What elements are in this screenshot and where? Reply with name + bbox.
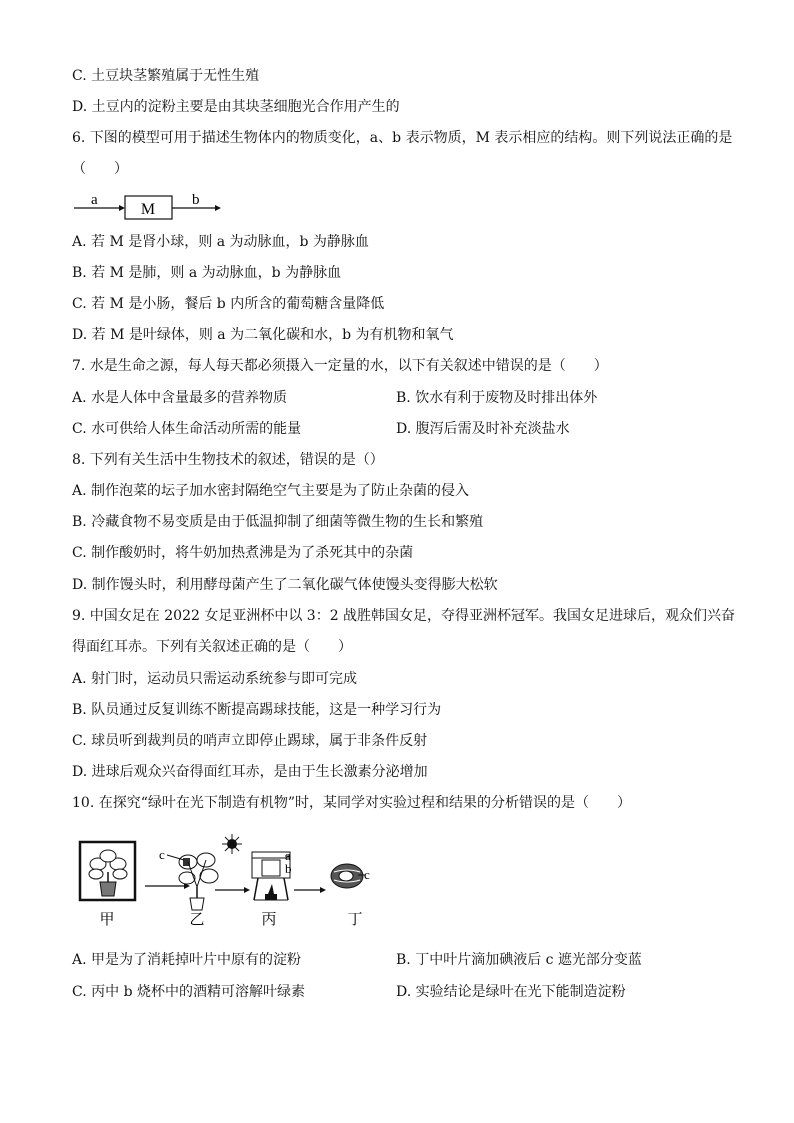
q7-option-c: C. 水可供给人体生命活动所需的能量 [72, 421, 302, 437]
q8-option-d: D. 制作馒头时，利用酵母菌产生了二氧化碳气体使馒头变得膨大松软 [72, 577, 498, 593]
q8-option-a: A. 制作泡菜的坛子加水密封隔绝空气主要是为了防止杂菌的侵入 [72, 483, 470, 499]
ding-leaf [331, 864, 363, 888]
q9-option-d: D. 进球后观众兴奋得面红耳赤，是由于生长激素分泌增加 [72, 764, 428, 780]
q8-stem: 8. 下列有关生活中生物技术的叙述，错误的是（） [72, 452, 384, 468]
q6-arrow-out-head [215, 205, 221, 211]
q6-stem-line2: （ ） [72, 161, 128, 177]
q6-stem-line1: 6. 下图的模型可用于描述生物体内的物质变化，a、b 表示物质，M 表示相应的结构。则下列说法正确的是 [72, 130, 733, 146]
q10-option-b: B. 丁中叶片滴加碘液后 c 遮光部分变蓝 [396, 952, 642, 968]
mark-c-result: c [364, 867, 370, 882]
q10-option-d: D. 实验结论是绿叶在光下能制造淀粉 [396, 984, 626, 1000]
q9-option-c: C. 球员听到裁判员的哨声立即停止踢球，属于非条件反射 [72, 733, 428, 749]
q5-option-c: C. 土豆块茎繁殖属于无性生殖 [72, 68, 260, 84]
q6-option-d: D. 若 M 是叶绿体，则 a 为二氧化碳和水，b 为有机物和氧气 [72, 327, 454, 343]
q7-option-a: A. 水是人体中含量最多的营养物质 [72, 390, 288, 406]
q9-option-b: B. 队员通过反复训练不断提高踢球技能，这是一种学习行为 [72, 702, 442, 718]
q5-option-d: D. 土豆内的淀粉主要是由其块茎细胞光合作用产生的 [72, 99, 400, 115]
arrow-bing-ding-head [320, 887, 326, 893]
q7-option-d: D. 腹泻后需及时补充淡盐水 [396, 421, 570, 437]
q9-stem-line1: 9. 中国女足在 2022 女足亚洲杯中以 3：2 战胜韩国女足，夺得亚洲杯冠军。我国女足进球后，观众们兴奋 [72, 608, 736, 624]
arrow-yi-bing-head [244, 887, 250, 893]
label-bing: 丙 [261, 912, 277, 928]
q9-option-a: A. 射门时，运动员只需运动系统参与即可完成 [72, 671, 358, 687]
label-jia: 甲 [99, 912, 115, 928]
q10-stem: 10. 在探究“绿叶在光下制造有机物”时，某同学对实验过程和结果的分析错误的是（ ） [72, 795, 632, 811]
mark-b: b [285, 861, 292, 876]
q6-label-a: a [91, 192, 98, 208]
mark-c-leaf: c [159, 847, 165, 862]
q9-stem-line2: 得面红耳赤。下列有关叙述正确的是（ ） [72, 639, 352, 655]
q6-label-b: b [192, 192, 200, 208]
q10-option-a: A. 甲是为了消耗掉叶片中原有的淀粉 [72, 952, 302, 968]
q7-stem: 7. 水是生命之源，每人每天都必须摄入一定量的水，以下有关叙述中错误的是（ ） [72, 358, 608, 374]
q8-option-b: B. 冷藏食物不易变质是由于低温抑制了细菌等微生物的生长和繁殖 [72, 514, 484, 530]
q10-experiment-figure [72, 832, 392, 932]
q6-model-diagram [72, 188, 232, 228]
jia-dark-box [80, 842, 135, 900]
label-yi: 乙 [189, 912, 205, 928]
label-ding: 丁 [347, 912, 363, 928]
q6-option-c: C. 若 M 是小肠，餐后 b 内所含的葡萄糖含量降低 [72, 296, 385, 312]
q6-label-m: M [140, 201, 156, 218]
q6-option-a: A. 若 M 是肾小球，则 a 为动脉血，b 为静脉血 [72, 234, 369, 250]
q6-option-b: B. 若 M 是肺，则 a 为动脉血，b 为静脉血 [72, 265, 342, 281]
q6-arrow-in-head [119, 205, 125, 211]
mark-a: a [285, 848, 291, 863]
q10-option-c: C. 丙中 b 烧杯中的酒精可溶解叶绿素 [72, 984, 305, 1000]
q8-option-c: C. 制作酸奶时，将牛奶加热煮沸是为了杀死其中的杂菌 [72, 545, 414, 561]
q7-option-b: B. 饮水有利于废物及时排出体外 [396, 390, 598, 406]
yi-plant [179, 853, 218, 910]
sun-icon [222, 834, 242, 854]
